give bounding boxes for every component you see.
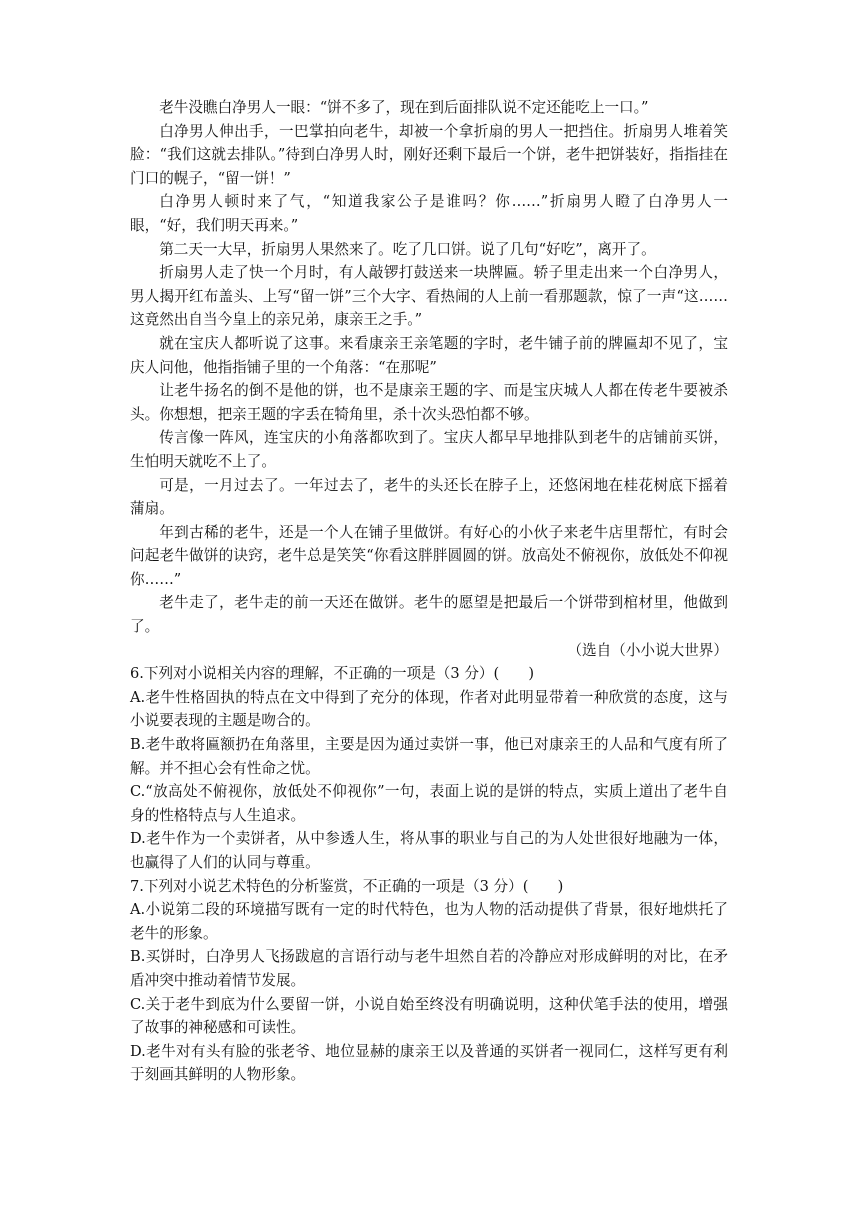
question-6 bbox=[130, 662, 728, 874]
story-paragraph: 白净男人顿时来了气，“知道我家公子是谁吗？你……”折扇男人瞪了白净男人一眼，“好，我们明天再来。” bbox=[130, 193, 728, 234]
answer-option-a: A.老牛性格固执的特点在文中得到了充分的体现，作者对此明显带着一种欣赏的态度，这与小说要表现的主题是吻合的。 bbox=[130, 688, 728, 730]
question-stem: 6.下列对小说相关内容的理解，不正确的一项是（3 分）( ) bbox=[130, 665, 535, 683]
answer-option-b: B.老牛敢将匾额扔在角落里，主要是因为通过卖饼一事，他已对康亲王的人品和气度有所了解。并不担心会有性命之忧。 bbox=[130, 736, 728, 777]
story-paragraph: 第二天一大早，折扇男人果然来了。吃了几口饼。说了几句“好吃”，离开了。 bbox=[159, 240, 656, 258]
text-column bbox=[130, 96, 728, 1087]
story-paragraph: 折扇男人走了快一个月时，有人敲锣打鼓送来一块牌匾。轿子里走出来一个白净男人，男人揭开红布盖头、上写“留一饼”三个大字、看热闹的人上前一看那题款，惊了一声“这……这竟然出自当今皇上的亲兄弟，康亲王之手。” bbox=[130, 264, 728, 329]
answer-option-d: D.老牛对有头有脸的张老爷、地位显赫的康亲王以及普通的买饼者一视同仁，这样写更有利于刻画其鲜明的人物形象。 bbox=[130, 1042, 728, 1084]
story-paragraph: 老牛没瞧白净男人一眼：“饼不多了，现在到后面排队说不定还能吃上一口。” bbox=[159, 99, 649, 116]
answer-option-a: A.小说第二段的环境描写既有一定的时代特色，也为人物的活动提供了背景，很好地烘托了老牛的形象。 bbox=[130, 901, 728, 942]
question-7 bbox=[130, 875, 728, 1087]
story-paragraph: 白净男人伸出手，一巴掌拍向老牛，却被一个拿折扇的男人一把挡住。折扇男人堆着笑脸：“我们这就去排队。”待到白净男人时，刚好还剩下最后一个饼，老牛把饼装好，指指挂在门口的幌子，“留一饼！” bbox=[130, 122, 728, 187]
answer-option-c: C.关于老牛到底为什么要留一饼，小说自始至终没有明确说明，这种伏笔手法的使用，增强了故事的神秘感和可读性。 bbox=[130, 995, 728, 1037]
answer-option-c: C.“放高处不俯视你，放低处不仰视你”一句，表面上说的是饼的特点，实质上道出了老牛自身的性格特点与人生追求。 bbox=[130, 783, 728, 824]
question-stem: 7.下列对小说艺术特色的分析鉴赏，不正确的一项是（3 分）( ) bbox=[130, 877, 564, 895]
answer-option-b: B.买饼时，白净男人飞扬跋扈的言语行动与老牛坦然自若的冷静应对形成鲜明的对比，在矛盾冲突中推动着情节发展。 bbox=[130, 948, 728, 989]
answer-option-d: D.老牛作为一个卖饼者，从中参透人生，将从事的职业与自己的为人处世很好地融为一体，也赢得了人们的认同与尊重。 bbox=[130, 830, 728, 871]
story-paragraph: 年到古稀的老牛，还是一个人在铺子里做饼。有好心的小伙子来老牛店里帮忙，有时会问起老牛做饼的诀窍，老牛总是笑笑“你看这胖胖圆圆的饼。放高处不俯视你，放低处不仰视你……” bbox=[130, 523, 728, 588]
story-paragraph: 传言像一阵风，连宝庆的小角落都吹到了。宝庆人都早早地排队到老牛的店铺前买饼，生怕明天就吃不上了。 bbox=[130, 429, 728, 470]
story-paragraph: 可是，一月过去了。一年过去了，老牛的头还长在脖子上，还悠闲地在桂花树底下摇着蒲扇。 bbox=[130, 476, 728, 518]
story-text bbox=[130, 96, 728, 639]
story-paragraph: 老牛走了，老牛走的前一天还在做饼。老牛的愿望是把最后一个饼带到棺材里，他做到了。 bbox=[130, 594, 728, 636]
story-paragraph: 让老牛扬名的倒不是他的饼，也不是康亲王题的字、而是宝庆城人人都在传老牛要被杀头。你想想，把亲王题的字丢在犄角里，杀十次头恐怕都不够。 bbox=[130, 382, 728, 423]
source-citation: （选自（小小说大世界） bbox=[567, 641, 728, 659]
story-paragraph: 就在宝庆人都听说了这事。来看康亲王亲笔题的字时，老牛铺子前的牌匾却不见了，宝庆人问他，他指指铺子里的一个角落：“在那呢” bbox=[130, 334, 728, 376]
